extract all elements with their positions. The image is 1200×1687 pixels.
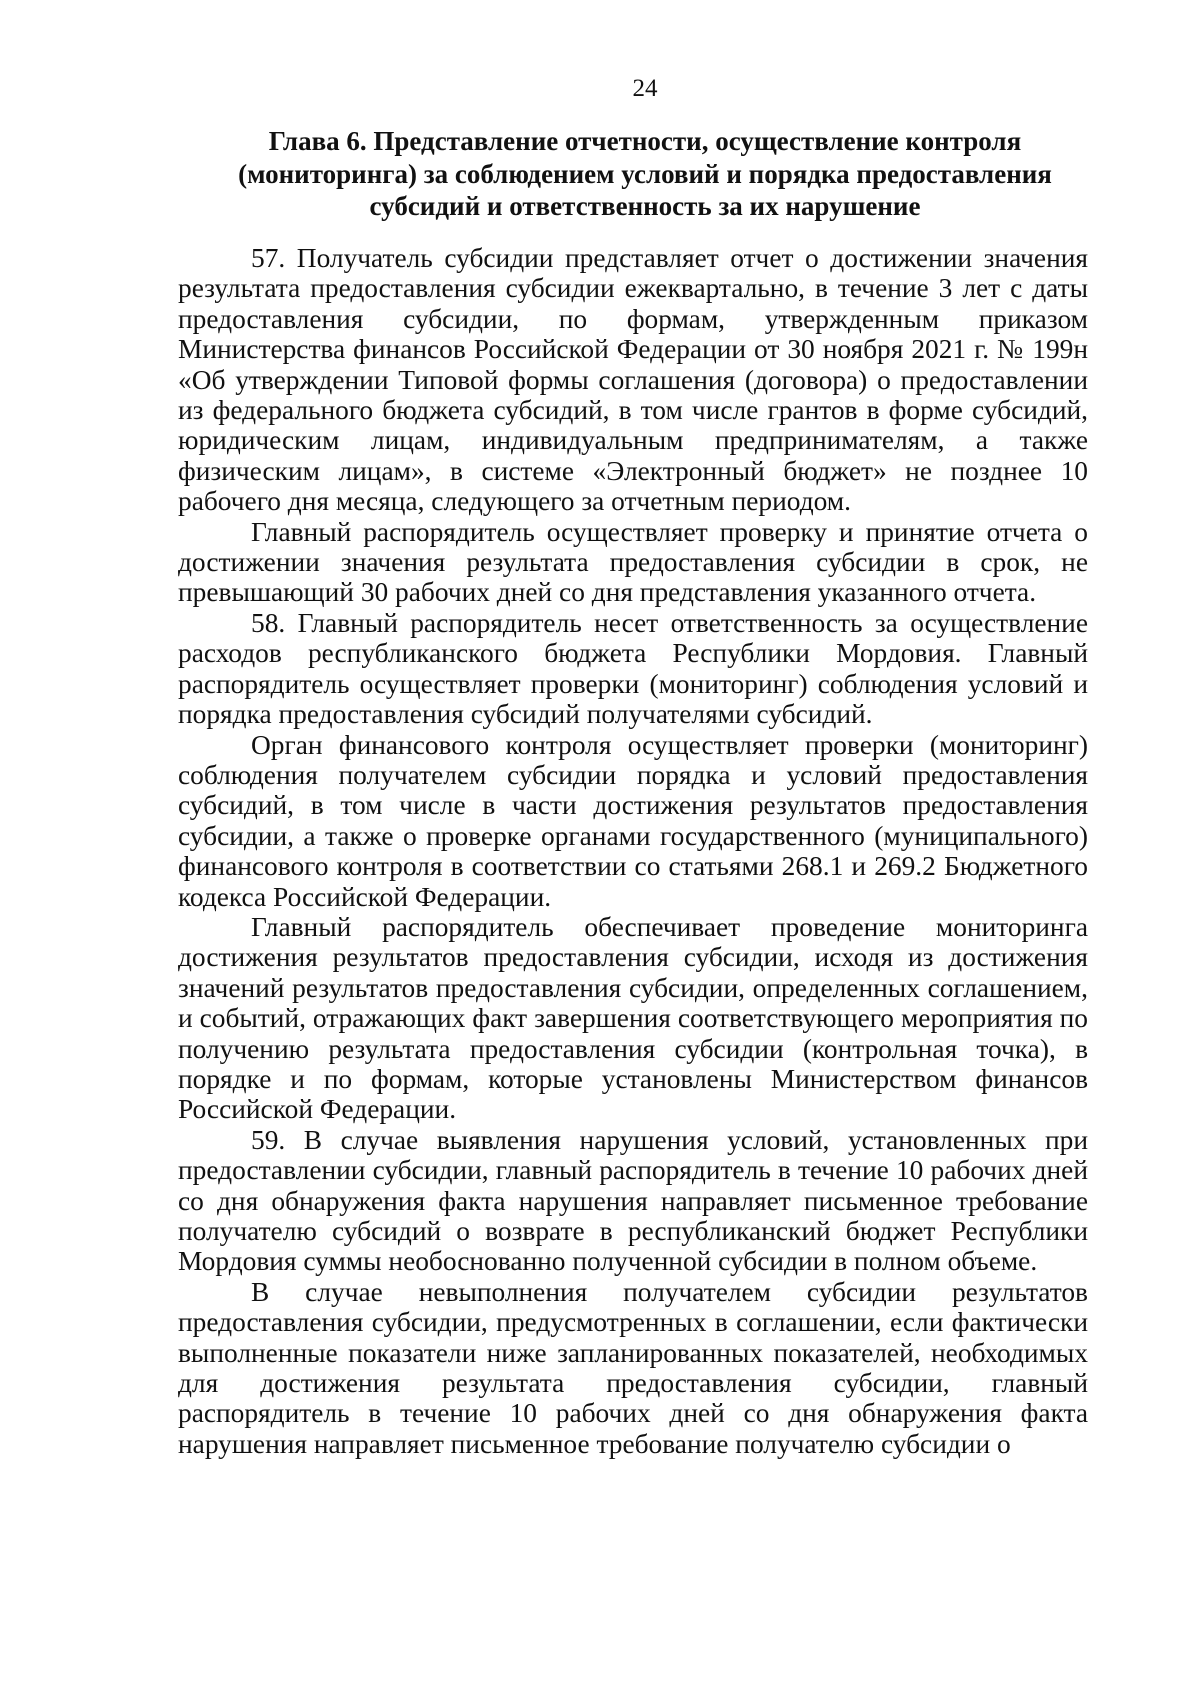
paragraph-57: 57. Получатель субсидии представляет отчет о достижении значения результата предоставления субсидии ежеквартально, в течение 3 лет с даты предоставления субсидии, по формам, утвержденным приказом Министерства финансов Российской Федерации от 30 ноября 2021 г. № 199н «Об утверждении Типовой формы соглашения (договора) о предоставлении из федерального бюджета субсидий, в том числе грантов в форме субсидий, юридическим лицам, индивидуальным предпринимателям, а также физическим лицам», в системе «Электронный бюджет» не позднее 10 рабочего дня месяца, следующего за отчетным периодом. <box>178 243 1088 517</box>
paragraph-financial-control: Орган финансового контроля осуществляет проверки (мониторинг) соблюдения получателем субсидии порядка и условий предоставления субсидий, в том числе в части достижения результатов предоставления субсидии, а также о проверке органами государственного (муниципального) финансового контроля в соответствии со статьями 268.1 и 269.2 Бюджетного кодекса Российской Федерации. <box>178 729 1088 912</box>
paragraph-58: 58. Главный распорядитель несет ответственность за осуществление расходов республиканского бюджета Республики Мордовия. Главный распорядитель осуществляет проверки (мониторинг) соблюдения условий и порядка предоставления субсидий получателями субсидий. <box>178 607 1088 730</box>
paragraph-report-check: Главный распорядитель осуществляет проверку и принятие отчета о достижении значения результата предоставления субсидии в срок, не превышающий 30 рабочих дней со дня представления указанного отчета. <box>178 516 1088 608</box>
chapter-title: Глава 6. Представление отчетности, осуществление контроля (мониторинга) за соблюдением условий и порядка предоставления субсидий и ответственность за их нарушение <box>238 126 1052 221</box>
document-body <box>178 243 1088 1459</box>
page-number: 24 <box>632 75 658 102</box>
paragraph-monitoring: Главный распорядитель обеспечивает проведение мониторинга достижения результатов предоставления субсидии, исходя из достижения значений результатов предоставления субсидии, определенных соглашением, и событий, отражающих факт завершения соответствующего мероприятия по получению результата предоставления субсидии (контрольная точка), в порядке и по формам, которые установлены Министерством финансов Российской Федерации. <box>178 911 1088 1125</box>
paragraph-nonfulfillment: В случае невыполнения получателем субсидии результатов предоставления субсидии, предусмотренных в соглашении, если фактически выполненные показатели ниже запланированных показателей, необходимых для достижения результата предоставления субсидии, главный распорядитель в течение 10 рабочих дней со дня обнаружения факта нарушения направляет письменное требование получателю субсидии о <box>178 1276 1088 1459</box>
paragraph-59: 59. В случае выявления нарушения условий, установленных при предоставлении субсидии, главный распорядитель в течение 10 рабочих дней со дня обнаружения факта нарушения направляет письменное требование получателю субсидий о возврате в республиканский бюджет Республики Мордовия суммы необоснованно полученной субсидии в полном объеме. <box>178 1124 1088 1277</box>
